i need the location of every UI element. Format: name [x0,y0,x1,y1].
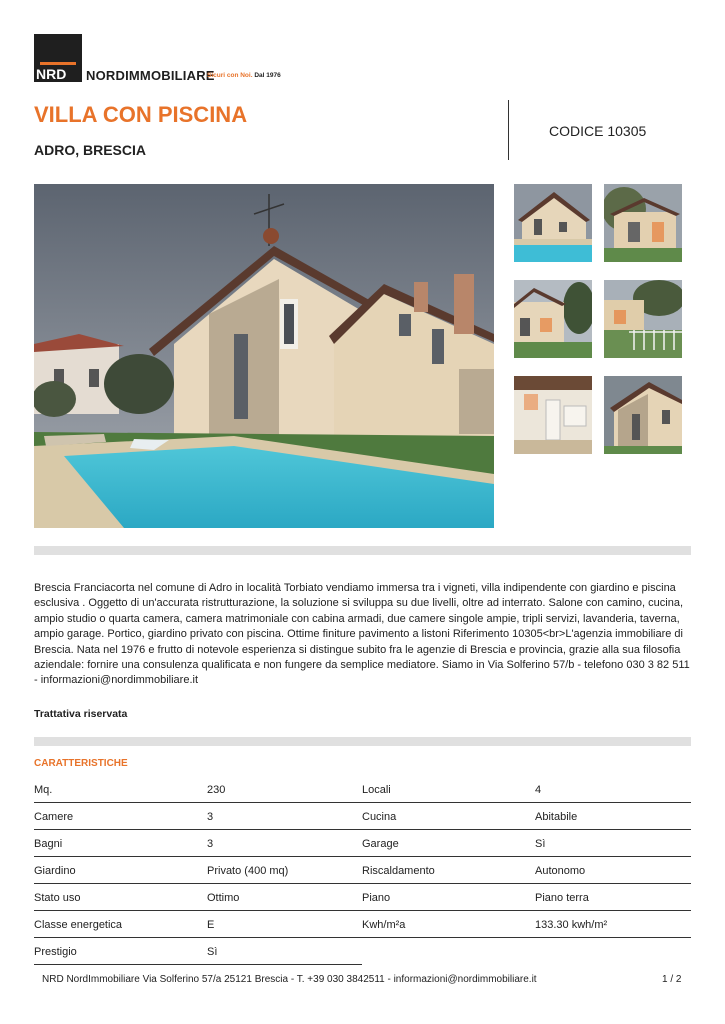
table-row [34,911,691,938]
thumbnail-photo[interactable] [604,280,682,358]
logo-mark-letters: NRD [36,66,67,82]
feature-value: 4 [535,784,542,796]
feature-value: Sì [207,946,218,958]
table-row [34,857,691,884]
feature-value: 3 [207,838,214,850]
table-row [34,803,691,830]
main-photo[interactable] [34,184,494,528]
feature-label: Mq. [34,784,53,796]
section-divider [34,737,691,746]
thumbnail-photo[interactable] [514,184,592,262]
feature-label: Riscaldamento [362,865,435,877]
listing-code: CODICE 10305 [549,123,647,139]
feature-label: Giardino [34,865,76,877]
features-table [34,776,691,965]
feature-label: Classe energetica [34,919,123,931]
feature-label: Prestigio [34,946,77,958]
page-footer: NRD NordImmobiliare Via Solferino 57/a 25121 Brescia - T. +39 030 3842511 - informazioni@nordimmobiliare.it [42,974,537,985]
feature-value: Piano terra [535,892,589,904]
feature-value: 133.30 kwh/m² [535,919,608,931]
feature-value: Privato (400 mq) [207,865,289,877]
logo-tagline: Sicuri con Noi. Dal 1976 [207,72,281,79]
listing-title: VILLA CON PISCINA [34,102,248,127]
feature-value: 230 [207,784,226,796]
feature-label: Camere [34,811,74,823]
thumbnail-photo[interactable] [514,376,592,454]
table-row [34,776,691,803]
features-section-title: CARATTERISTICHE [34,758,128,769]
logo-name: NORDIMMOBILIARE [86,68,215,83]
feature-value: Sì [535,838,546,850]
company-logo [34,34,286,82]
table-row [34,884,691,911]
thumbnail-photo[interactable] [514,280,592,358]
table-row [34,938,362,965]
feature-value: 3 [207,811,214,823]
feature-value: Abitabile [535,811,578,823]
header-divider [508,100,509,160]
thumbnail-photo[interactable] [604,184,682,262]
listing-price: Trattativa riservata [34,708,128,720]
table-row [34,830,691,857]
feature-value: Autonomo [535,865,586,877]
section-divider [34,546,691,555]
feature-label: Locali [362,784,391,796]
listing-description: Brescia Franciacorta nel comune di Adro in località Torbiato vendiamo immersa tra i vigneti, villa indipendente con giardino e piscina esclusiva . Oggetto di un'accurata ristrutturazione, la soluzione si sviluppa su due livelli, oltre ad interrato. Salone con camino, cucina, ampio studio o quarta camera, camera matrimoniale con cabina armadi, due camere singole ampie, tripli servizi, lavanderia, taverna, ampio garage. Portico, giardino privato con piscina. Ottime finiture pavimento a listoni Riferimento 10305<br>L'agenzia immobiliare di Brescia. Nata nel 1976 e frutto di notevole esperienza si distingue subito fra le agenzie di Brescia e provincia, grazie alla sua filosofia aziendale: fornire una consulenza qualificata e non fungere da semplice mediatore. Siamo in Via Solferino 57/b - telefono 030 3 82 511 - informazioni@nordimmobiliare.it [34,582,690,687]
feature-label: Cucina [362,811,397,823]
feature-value: Ottimo [207,892,240,904]
feature-label: Piano [362,892,391,904]
feature-label: Garage [362,838,399,850]
feature-label: Stato uso [34,892,81,904]
feature-value: E [207,919,215,931]
logo-mark [34,34,82,82]
feature-label: Bagni [34,838,63,850]
thumbnail-photo[interactable] [604,376,682,454]
listing-location: ADRO, BRESCIA [34,142,147,158]
page-number: 1 / 2 [662,974,682,985]
feature-label: Kwh/m²a [362,919,406,931]
